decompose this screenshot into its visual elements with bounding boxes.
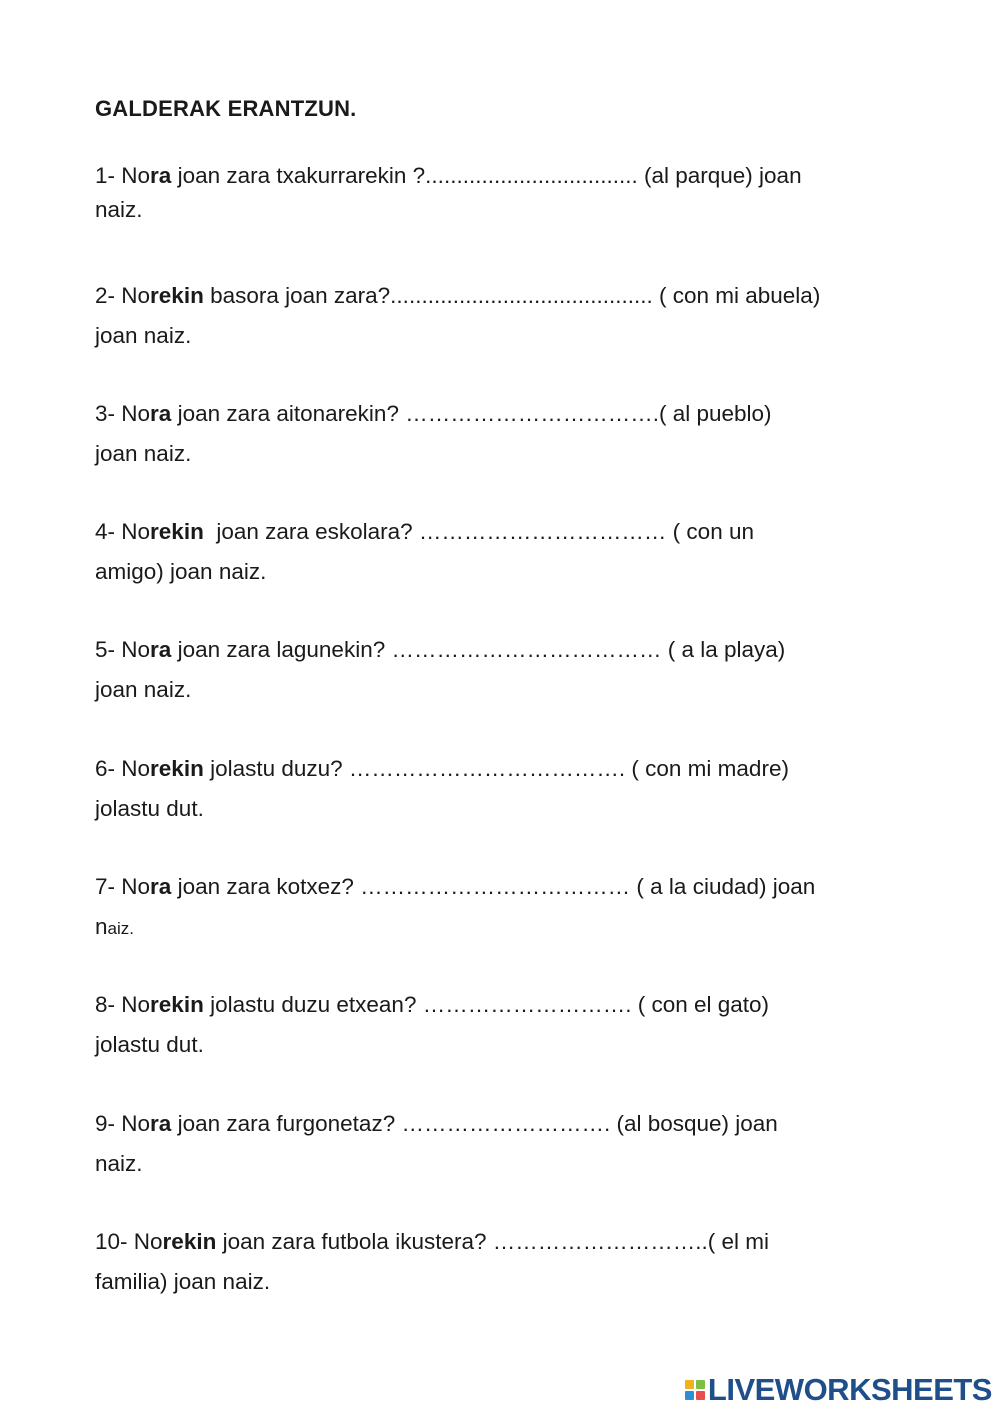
question-text: joan zara txakurrarekin ?.................................. (al parque) joan — [171, 163, 802, 188]
liveworksheets-logo — [685, 1372, 992, 1408]
question-text-continued-small: aiz. — [107, 919, 134, 938]
question-text: jolastu duzu? ………………………………. ( con mi madre) — [203, 756, 789, 781]
question-keyword: ra — [150, 1111, 172, 1136]
logo-square-icon — [696, 1391, 705, 1400]
question-text: joan zara eskolara? …………………………… ( con un — [203, 519, 754, 544]
question-1 — [95, 159, 915, 227]
question-keyword: rekin — [150, 283, 204, 308]
question-6 — [95, 749, 915, 829]
worksheet-title: GALDERAK ERANTZUN. — [95, 96, 357, 121]
question-text-continued: joan naiz. — [95, 677, 192, 702]
question-text: joan zara kotxez? ……………………………… ( a la ciudad) joan — [171, 874, 816, 899]
question-text: basora joan zara?.......................................... ( con mi abuela) — [203, 283, 821, 308]
question-8 — [95, 985, 915, 1065]
question-text: joan zara lagunekin? ……………………………… ( a la playa) — [171, 637, 786, 662]
question-keyword: rekin — [150, 992, 204, 1017]
question-keyword: ra — [150, 401, 172, 426]
question-text-continued: joan naiz. — [95, 323, 192, 348]
question-number: 6- No — [95, 756, 151, 781]
logo-square-icon — [685, 1380, 694, 1389]
question-text-continued: n — [95, 914, 108, 939]
question-number: 9- No — [95, 1111, 151, 1136]
logo-square-icon — [685, 1391, 694, 1400]
question-text: joan zara aitonarekin? …………………………….( al pueblo) — [171, 401, 772, 426]
question-text-continued: familia) joan naiz. — [95, 1269, 271, 1294]
question-keyword: rekin — [162, 1229, 217, 1254]
question-keyword: rekin — [150, 519, 204, 544]
question-number: 1- No — [95, 163, 151, 188]
question-keyword: ra — [150, 637, 172, 662]
question-number: 3- No — [95, 401, 151, 426]
question-number: 7- No — [95, 874, 151, 899]
question-text-continued: jolastu dut. — [95, 796, 204, 821]
logo-text: LIVEWORKSHEETS — [707, 1372, 992, 1407]
logo-square-icon — [696, 1380, 705, 1389]
question-number: 2- No — [95, 283, 151, 308]
question-number: 4- No — [95, 519, 151, 544]
question-4 — [95, 512, 915, 592]
logo-mark-icon — [685, 1380, 705, 1400]
question-10 — [95, 1222, 915, 1302]
question-number: 10- No — [95, 1229, 163, 1254]
question-text-continued: amigo) joan naiz. — [95, 559, 267, 584]
question-3 — [95, 394, 915, 474]
question-keyword: ra — [150, 874, 172, 899]
question-number: 5- No — [95, 637, 151, 662]
question-7 — [95, 867, 915, 949]
question-text: jolastu duzu etxean? ………………………. ( con el gato) — [203, 992, 770, 1017]
question-9 — [95, 1104, 915, 1184]
question-2 — [95, 276, 915, 356]
question-number: 8- No — [95, 992, 151, 1017]
question-keyword: rekin — [150, 756, 204, 781]
question-text-continued: naiz. — [95, 1151, 143, 1176]
question-text-continued: jolastu dut. — [95, 1032, 204, 1057]
question-keyword: ra — [150, 163, 172, 188]
question-text: joan zara futbola ikustera? ………………………..( el mi — [216, 1229, 769, 1254]
question-text-continued: naiz. — [95, 197, 143, 222]
question-text-continued: joan naiz. — [95, 441, 192, 466]
question-text: joan zara furgonetaz? ………………………. (al bosque) joan — [171, 1111, 778, 1136]
question-5 — [95, 630, 915, 710]
